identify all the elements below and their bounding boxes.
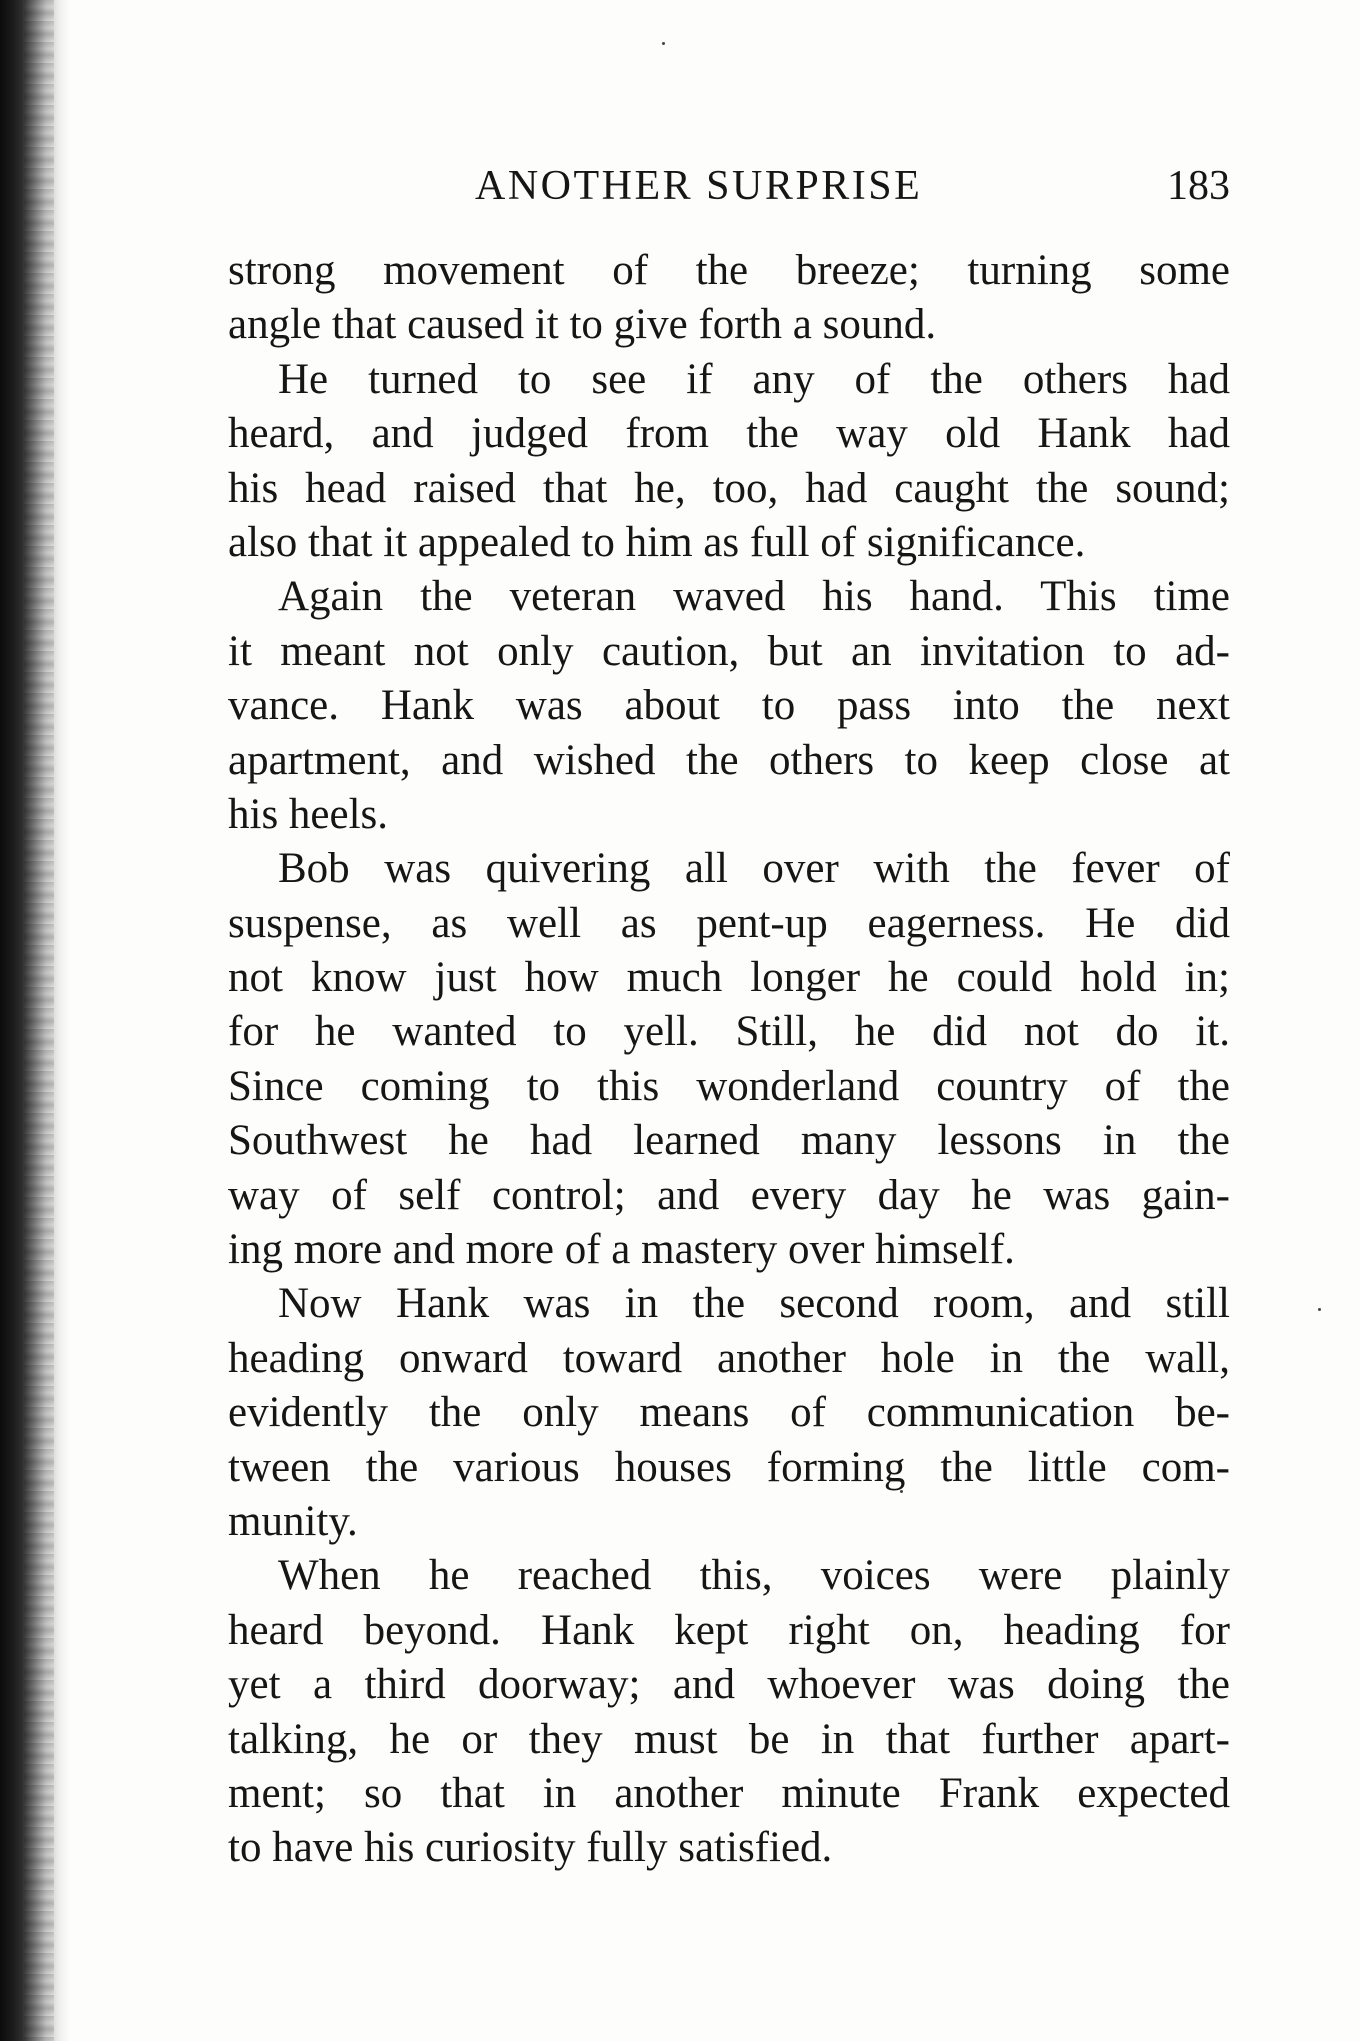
running-title: ANOTHER SURPRISE (475, 163, 923, 209)
text-line: it meant not only caution, but an invitation to ad- (228, 627, 1230, 675)
text-line: apartment, and wished the others to keep close at (228, 736, 1230, 784)
text-line: He turned to see if any of the others had (278, 355, 1230, 403)
page-number: 183 (1167, 163, 1230, 209)
text-line: Southwest he had learned many lessons in the (228, 1117, 1230, 1165)
text-line: heading onward toward another hole in the wall, (228, 1334, 1230, 1382)
scan-speck (1318, 1308, 1321, 1311)
text-line: also that it appealed to him as full of significance. (228, 518, 1086, 566)
text-line: to have his curiosity fully satisfied. (228, 1824, 833, 1872)
text-line: heard, and judged from the way old Hank had (228, 410, 1230, 458)
text-line: suspense, as well as pent-up eagerness. He did (228, 899, 1230, 947)
scan-speck (662, 42, 665, 45)
text-line: talking, he or they must be in that further apart- (228, 1715, 1230, 1763)
text-line: tween the various houses forming the little com- (228, 1443, 1230, 1491)
spine-scan-noise (24, 0, 54, 2041)
text-line: munity. (228, 1497, 358, 1545)
text-line: for he wanted to yell. Still, he did not do it. (228, 1008, 1230, 1056)
text-line: angle that caused it to give forth a sound. (228, 301, 937, 349)
text-line: Bob was quivering all over with the fever of (278, 845, 1230, 893)
body-text (228, 244, 1230, 1876)
text-line: yet a third doorway; and whoever was doing the (228, 1661, 1230, 1709)
text-line: ment; so that in another minute Frank expected (228, 1769, 1230, 1817)
text-line: heard beyond. Hank kept right on, heading for (228, 1606, 1230, 1654)
text-line: not know just how much longer he could hold in; (228, 954, 1230, 1002)
text-line: Again the veteran waved his hand. This time (278, 573, 1230, 621)
text-line: his head raised that he, too, had caught the sound; (228, 464, 1230, 512)
text-line: ing more and more of a mastery over himself. (228, 1226, 1015, 1274)
text-line: When he reached this, voices were plainly (278, 1552, 1230, 1600)
text-line: Since coming to this wonderland country of the (228, 1062, 1230, 1110)
text-line: way of self control; and every day he was gain- (228, 1171, 1230, 1219)
running-header (228, 158, 1230, 214)
text-line: strong movement of the breeze; turning some (228, 247, 1230, 294)
text-line: evidently the only means of communication be- (228, 1389, 1230, 1437)
text-line: vance. Hank was about to pass into the next (228, 682, 1230, 730)
text-line: Now Hank was in the second room, and still (278, 1280, 1230, 1328)
text-line: his heels. (228, 790, 389, 838)
